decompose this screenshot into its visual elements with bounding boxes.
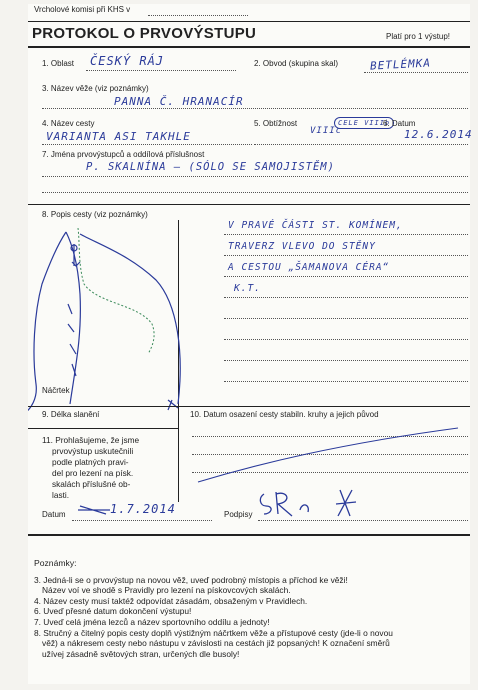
field-5-label: 5. Obtížnost [254, 119, 298, 128]
commission-label: Vrcholové komisi při KHS v [34, 5, 131, 14]
field-10-label: 10. Datum osazení cesty stabiln. kruhy a jejich původ [190, 410, 379, 419]
field-1-value[interactable]: ČESKÝ RÁJ [90, 54, 165, 68]
note-item: 7. Uveď celá jména lezců a název sportovního oddílu a jednoty! [34, 616, 270, 627]
field-3-value[interactable]: PANNA Č. HRANACÍR [114, 95, 244, 108]
field-5-note: CELE VIIIb [334, 117, 394, 129]
form-title: PROTOKOL O PRVOVÝSTUPU [32, 25, 257, 42]
declaration-line-6: lasti. [52, 490, 70, 500]
datum-label: Datum [42, 510, 66, 519]
field-4-label: 4. Název cesty [42, 119, 95, 128]
route-sketch [28, 204, 228, 424]
field-7-label: 7. Jména prvovýstupců a oddílová příslušnost [42, 150, 205, 159]
signatures-icon [256, 482, 386, 522]
description-line-2: TRAVERZ VLEVO DO STĚNY [228, 241, 376, 252]
field-5-value[interactable]: VIIIc [310, 126, 343, 136]
description-line-3: A CESTOU „ŠAMANOVA CÉRA“ [228, 262, 390, 273]
field-7-value[interactable]: P. SKALNÍNA — (SÓLO SE SAMOJISTĚM) [86, 161, 335, 173]
protocol-form [28, 4, 473, 684]
note-item: 8. Stručný a čitelný popis cesty doplň výstižným náčrtkem věže a přístupové cesty (jde-li o novou [34, 627, 393, 638]
field-6-label: 6. Datum [383, 119, 416, 128]
sketch-label: Náčrtek [42, 386, 70, 395]
field-3-label: 3. Název věže (viz poznámky) [42, 84, 149, 93]
field-2-label: 2. Obvod (skupina skal) [254, 59, 339, 68]
note-item: Název voí ve shodě s Pravidly pro lezení na pískovcových skalách. [42, 585, 291, 596]
declaration-line-5: skalách příslušné ob- [52, 479, 131, 489]
valid-note: Platí pro 1 výstup! [386, 32, 451, 41]
field-6-value[interactable]: 12.6.2014 [404, 128, 473, 141]
field-1-label: 1. Oblast [42, 59, 75, 68]
note-item: 4. Název cesty musí taktéž odpovídat zásadám, obsaženým v Pravidlech. [34, 595, 308, 606]
field-8-label: 8. Popis cesty (viz poznámky) [42, 210, 148, 219]
note-item: 6. Uveď přesné datum dokončení výstupu! [34, 606, 192, 617]
field-9-label: 9. Délka slanění [42, 410, 100, 419]
declaration-line-1: 11. Prohlašujeme, že jsme [42, 435, 140, 445]
note-item: užívej zásadně světových stran, určených dle busoly! [42, 648, 240, 659]
notes-section [34, 558, 470, 659]
declaration-line-4: del pro lezení na písk. [52, 468, 134, 478]
datum-strike-icon [76, 502, 112, 518]
datum-value[interactable]: 1.7.2014 [110, 502, 176, 516]
description-line-4: K.T. [234, 283, 261, 294]
note-item: věž) a nákresem cesty nebo nástupu v závislosti na cestách již popsaných! K označení směrů [42, 638, 390, 649]
declaration-line-2: prvovýstup uskutečnili [52, 446, 134, 456]
signatures-label: Podpisy [224, 510, 253, 519]
declaration-line-3: podle platných pravi- [52, 457, 129, 467]
field-4-value[interactable]: VARIANTA ASI TAKHLE [46, 130, 191, 143]
note-item: 3. Jedná-li se o prvovýstup na novou věž, uveď podrobný místopis a příchod ke věži! [34, 574, 348, 585]
field-2-value[interactable]: BETLÉMKA [369, 56, 432, 73]
description-line-1: V PRAVÉ ČÁSTI ST. KOMÍNEM, [228, 220, 403, 231]
notes-title: Poznámky: [34, 558, 77, 568]
